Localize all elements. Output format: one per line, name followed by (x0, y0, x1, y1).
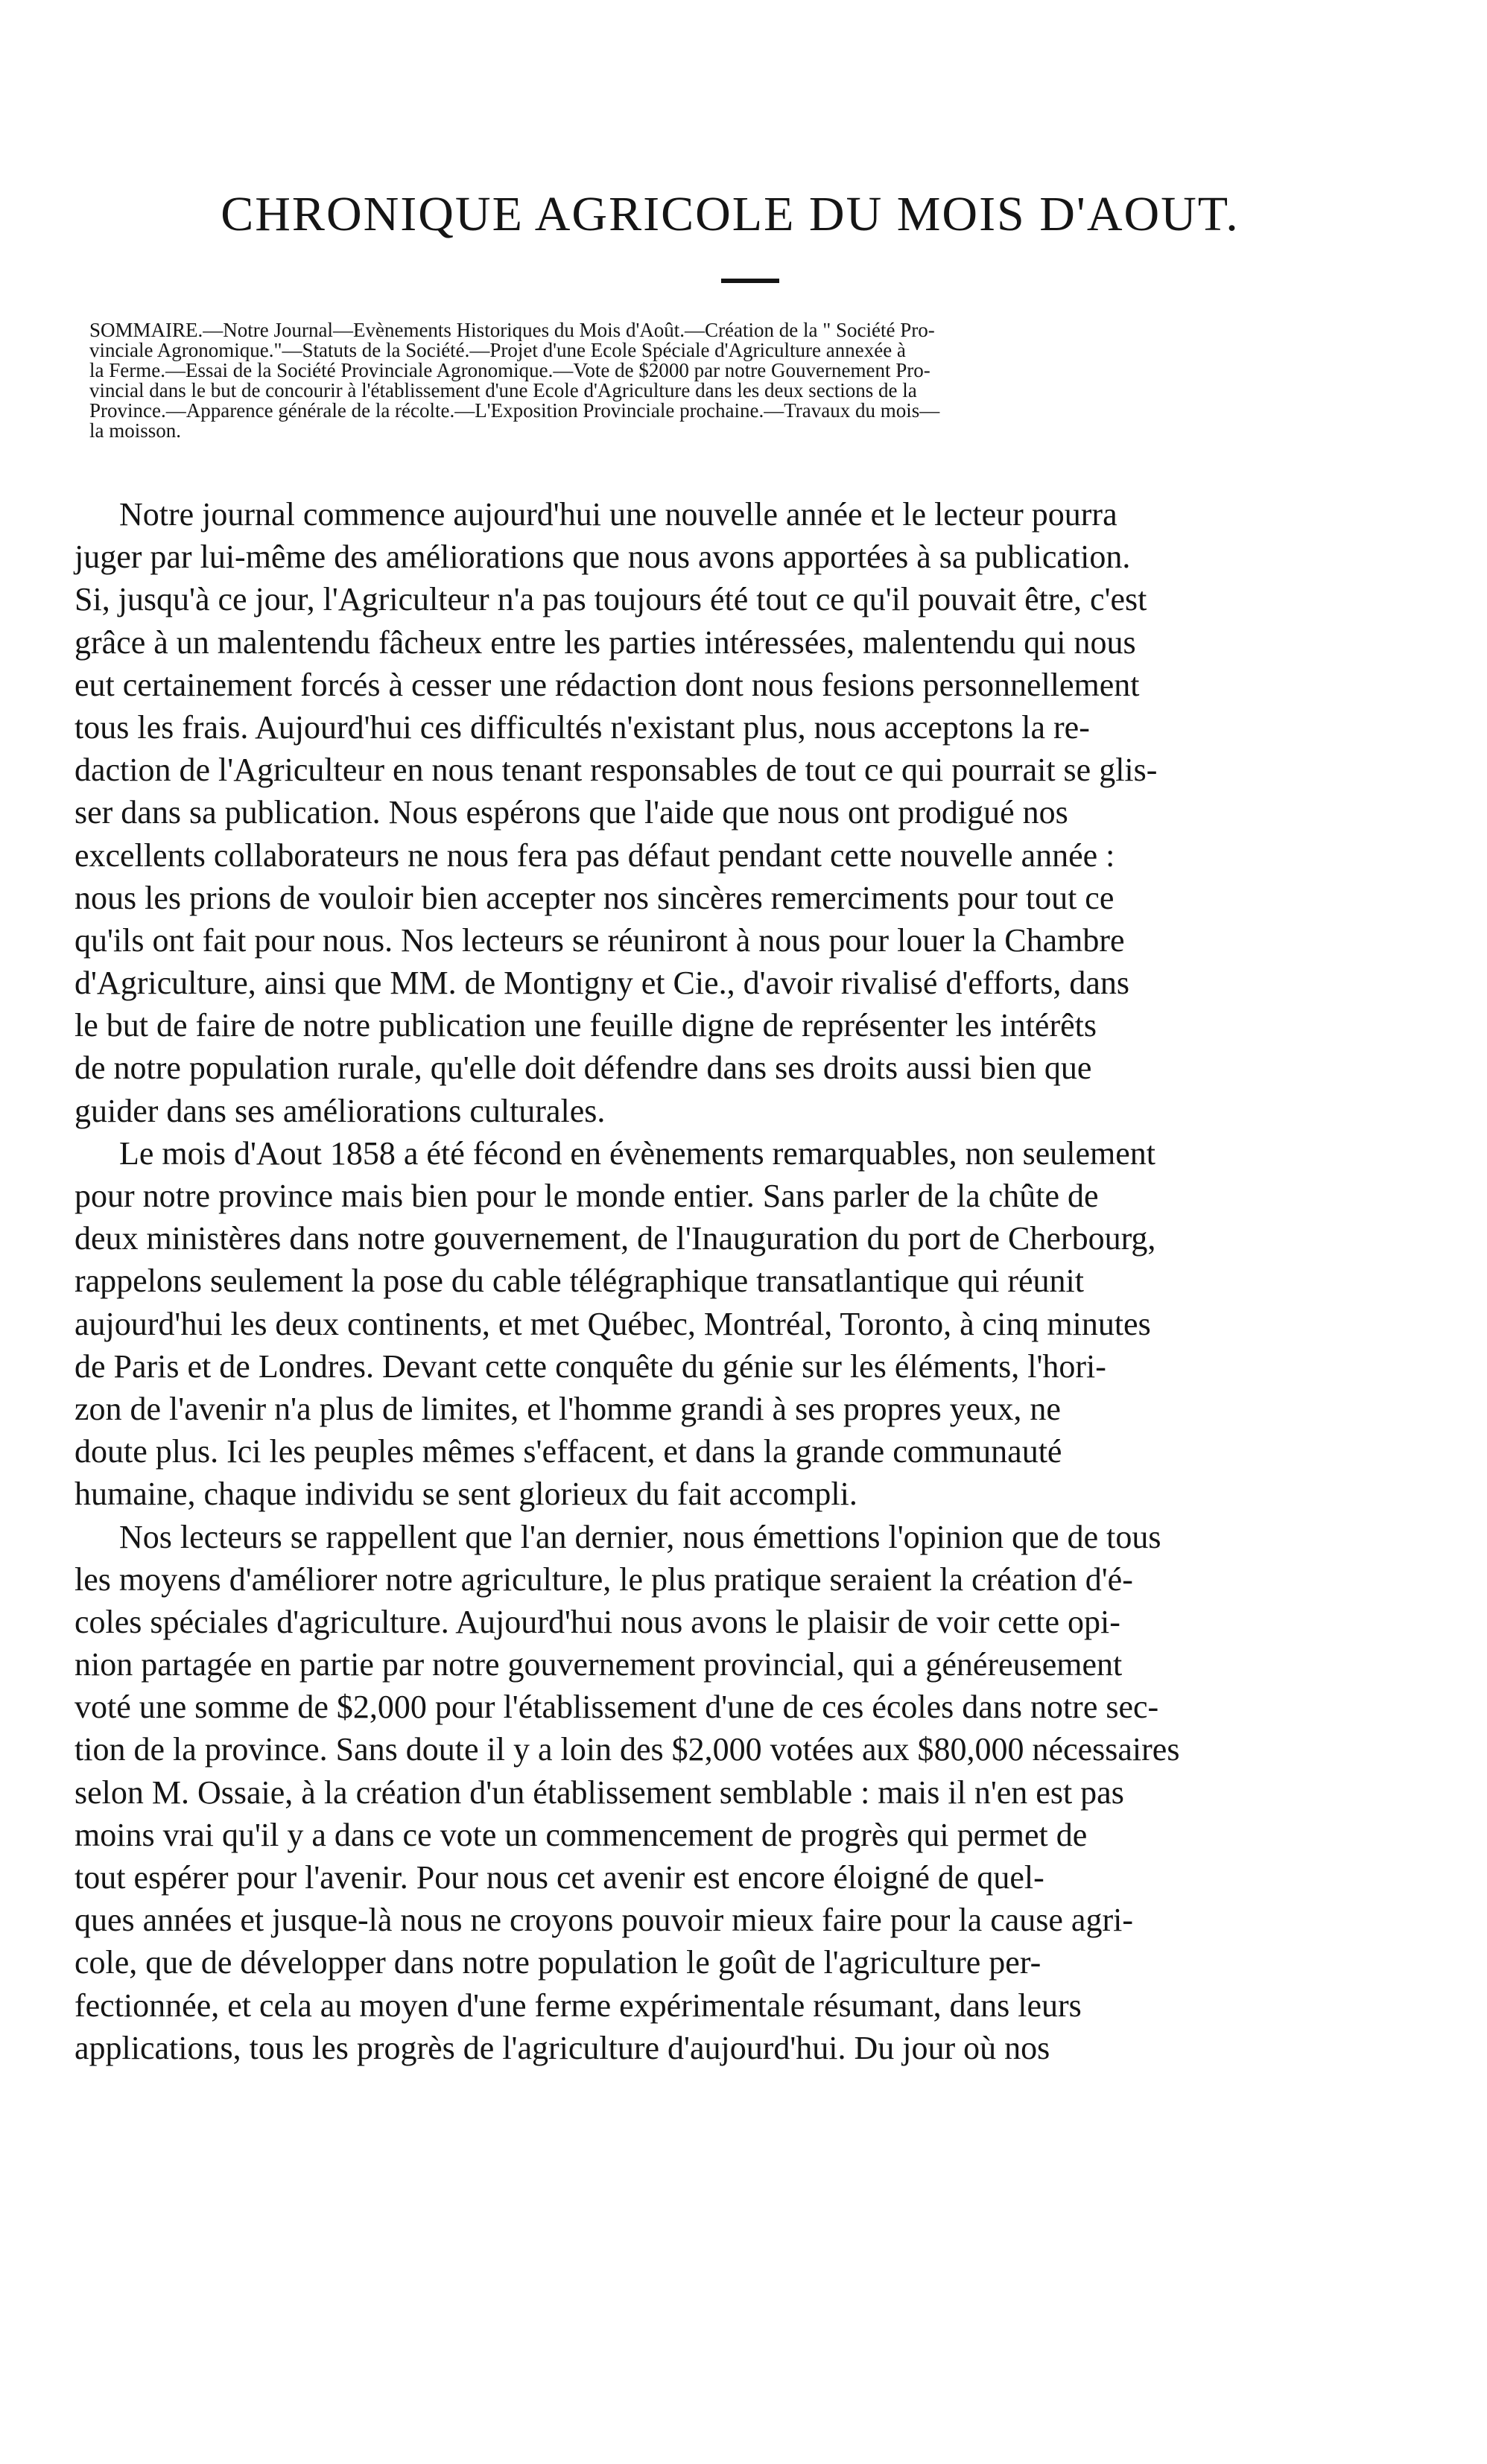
body-line: pour notre province mais bien pour le monde entier. Sans parler de la chûte de (74, 1178, 1099, 1214)
body-line: d'Agriculture, ainsi que MM. de Montigny et Cie., d'avoir rivalisé d'efforts, dans (74, 965, 1130, 1002)
body-line: fectionnée, et cela au moyen d'une ferme expérimentale résumant, dans leurs (74, 1987, 1082, 2024)
summary-line: la Ferme.—Essai de la Société Provinciale Agronomique.—Vote de $2000 par notre Gouvernement Pro- (89, 359, 930, 381)
body-line: aujourd'hui les deux continents, et met Québec, Montréal, Toronto, à cinq minutes (74, 1305, 1151, 1342)
article-body (74, 493, 1415, 2069)
title-divider (721, 279, 779, 283)
body-line: Nos lecteurs se rappellent que l'an dernier, nous émettions l'opinion que de tous (119, 1518, 1161, 1555)
body-line: doute plus. Ici les peuples mêmes s'effacent, et dans la grande communauté (74, 1433, 1062, 1470)
summary-line: vinciale Agronomique."—Statuts de la Société.—Projet d'une Ecole Spéciale d'Agriculture annexée à (89, 339, 906, 361)
body-line: Notre journal commence aujourd'hui une nouvelle année et le lecteur pourra (119, 496, 1117, 533)
summary-line: la moisson. (89, 419, 182, 442)
body-line: zon de l'avenir n'a plus de limites, et l'homme grandi à ses propres yeux, ne (74, 1390, 1061, 1427)
body-line: daction de l'Agriculteur en nous tenant responsables de tout ce qui pourrait se glis- (74, 752, 1158, 789)
body-line: Si, jusqu'à ce jour, l'Agriculteur n'a pas toujours été tout ce qu'il pouvait être, c'est (74, 581, 1147, 618)
body-line: Le mois d'Aout 1858 a été fécond en évènements remarquables, non seulement (119, 1134, 1156, 1172)
body-line: qu'ils ont fait pour nous. Nos lecteurs se réuniront à nous pour louer la Chambre (74, 921, 1125, 959)
summary-block (89, 320, 1408, 441)
body-line: grâce à un malentendu fâcheux entre les parties intéressées, malentendu qui nous (74, 623, 1136, 661)
body-line: selon M. Ossaie, à la création d'un établissement semblable : mais il n'en est pas (74, 1774, 1124, 1811)
summary-line: SOMMAIRE.—Notre Journal—Evènements Historiques du Mois d'Août.—Création de la " Société Pro- (89, 319, 935, 341)
body-line: nion partagée en partie par notre gouvernement provincial, qui a généreusement (74, 1646, 1123, 1683)
body-line: tout espérer pour l'avenir. Pour nous cet avenir est encore éloigné de quel- (74, 1859, 1044, 1896)
paragraph-2 (74, 1132, 1415, 1516)
paragraph-1 (74, 493, 1415, 1132)
page-title: CHRONIQUE AGRICOLE DU MOIS D'AOUT. (221, 187, 1240, 241)
body-line: deux ministères dans notre gouvernement, de l'Inauguration du port de Cherbourg, (74, 1220, 1156, 1257)
summary-line: Province.—Apparence générale de la récolte.—L'Exposition Provinciale prochaine.—Travaux du mois— (89, 399, 940, 422)
paragraph-3 (74, 1516, 1415, 2069)
body-line: humaine, chaque individu se sent glorieux du fait accompli. (74, 1476, 857, 1513)
body-line: guider dans ses améliorations culturales. (74, 1092, 606, 1129)
body-line: ser dans sa publication. Nous espérons que l'aide que nous ont prodigué nos (74, 794, 1068, 831)
body-line: cole, que de développer dans notre population le goût de l'agriculture per- (74, 1944, 1041, 1981)
body-line: excellents collaborateurs ne nous fera pas défaut pendant cette nouvelle année : (74, 836, 1115, 874)
body-line: moins vrai qu'il y a dans ce vote un commencement de progrès qui permet de (74, 1816, 1088, 1853)
body-line: de Paris et de Londres. Devant cette conquête du génie sur les éléments, l'hori- (74, 1347, 1106, 1385)
body-line: les moyens d'améliorer notre agriculture, le plus pratique seraient la création d'é- (74, 1560, 1133, 1598)
body-line: rappelons seulement la pose du cable télégraphique transatlantique qui réunit (74, 1263, 1084, 1300)
body-line: le but de faire de notre publication une feuille digne de représenter les intérêts (74, 1007, 1097, 1044)
body-line: coles spéciales d'agriculture. Aujourd'hui nous avons le plaisir de voir cette opi- (74, 1603, 1120, 1640)
body-line: voté une somme de $2,000 pour l'établissement d'une de ces écoles dans notre sec- (74, 1689, 1159, 1726)
body-line: ques années et jusque-là nous ne croyons pouvoir mieux faire pour la cause agri- (74, 1902, 1133, 1939)
body-line: applications, tous les progrès de l'agriculture d'aujourd'hui. Du jour où nos (74, 2029, 1050, 2066)
body-line: tous les frais. Aujourd'hui ces difficultés n'existant plus, nous acceptons la re- (74, 708, 1090, 746)
summary-line: vincial dans le but de concourir à l'établissement d'une Ecole d'Agriculture dans les deux sections de la (89, 379, 917, 401)
body-line: juger par lui-même des améliorations que nous avons apportées à sa publication. (74, 539, 1131, 576)
body-line: eut certainement forcés à cesser une rédaction dont nous fesions personnellement (74, 666, 1140, 703)
body-line: nous les prions de vouloir bien accepter nos sincères remerciments pour tout ce (74, 879, 1115, 916)
body-line: tion de la province. Sans doute il y a loin des $2,000 votées aux $80,000 nécessaires (74, 1731, 1180, 1768)
body-line: de notre population rurale, qu'elle doit défendre dans ses droits aussi bien que (74, 1050, 1092, 1087)
